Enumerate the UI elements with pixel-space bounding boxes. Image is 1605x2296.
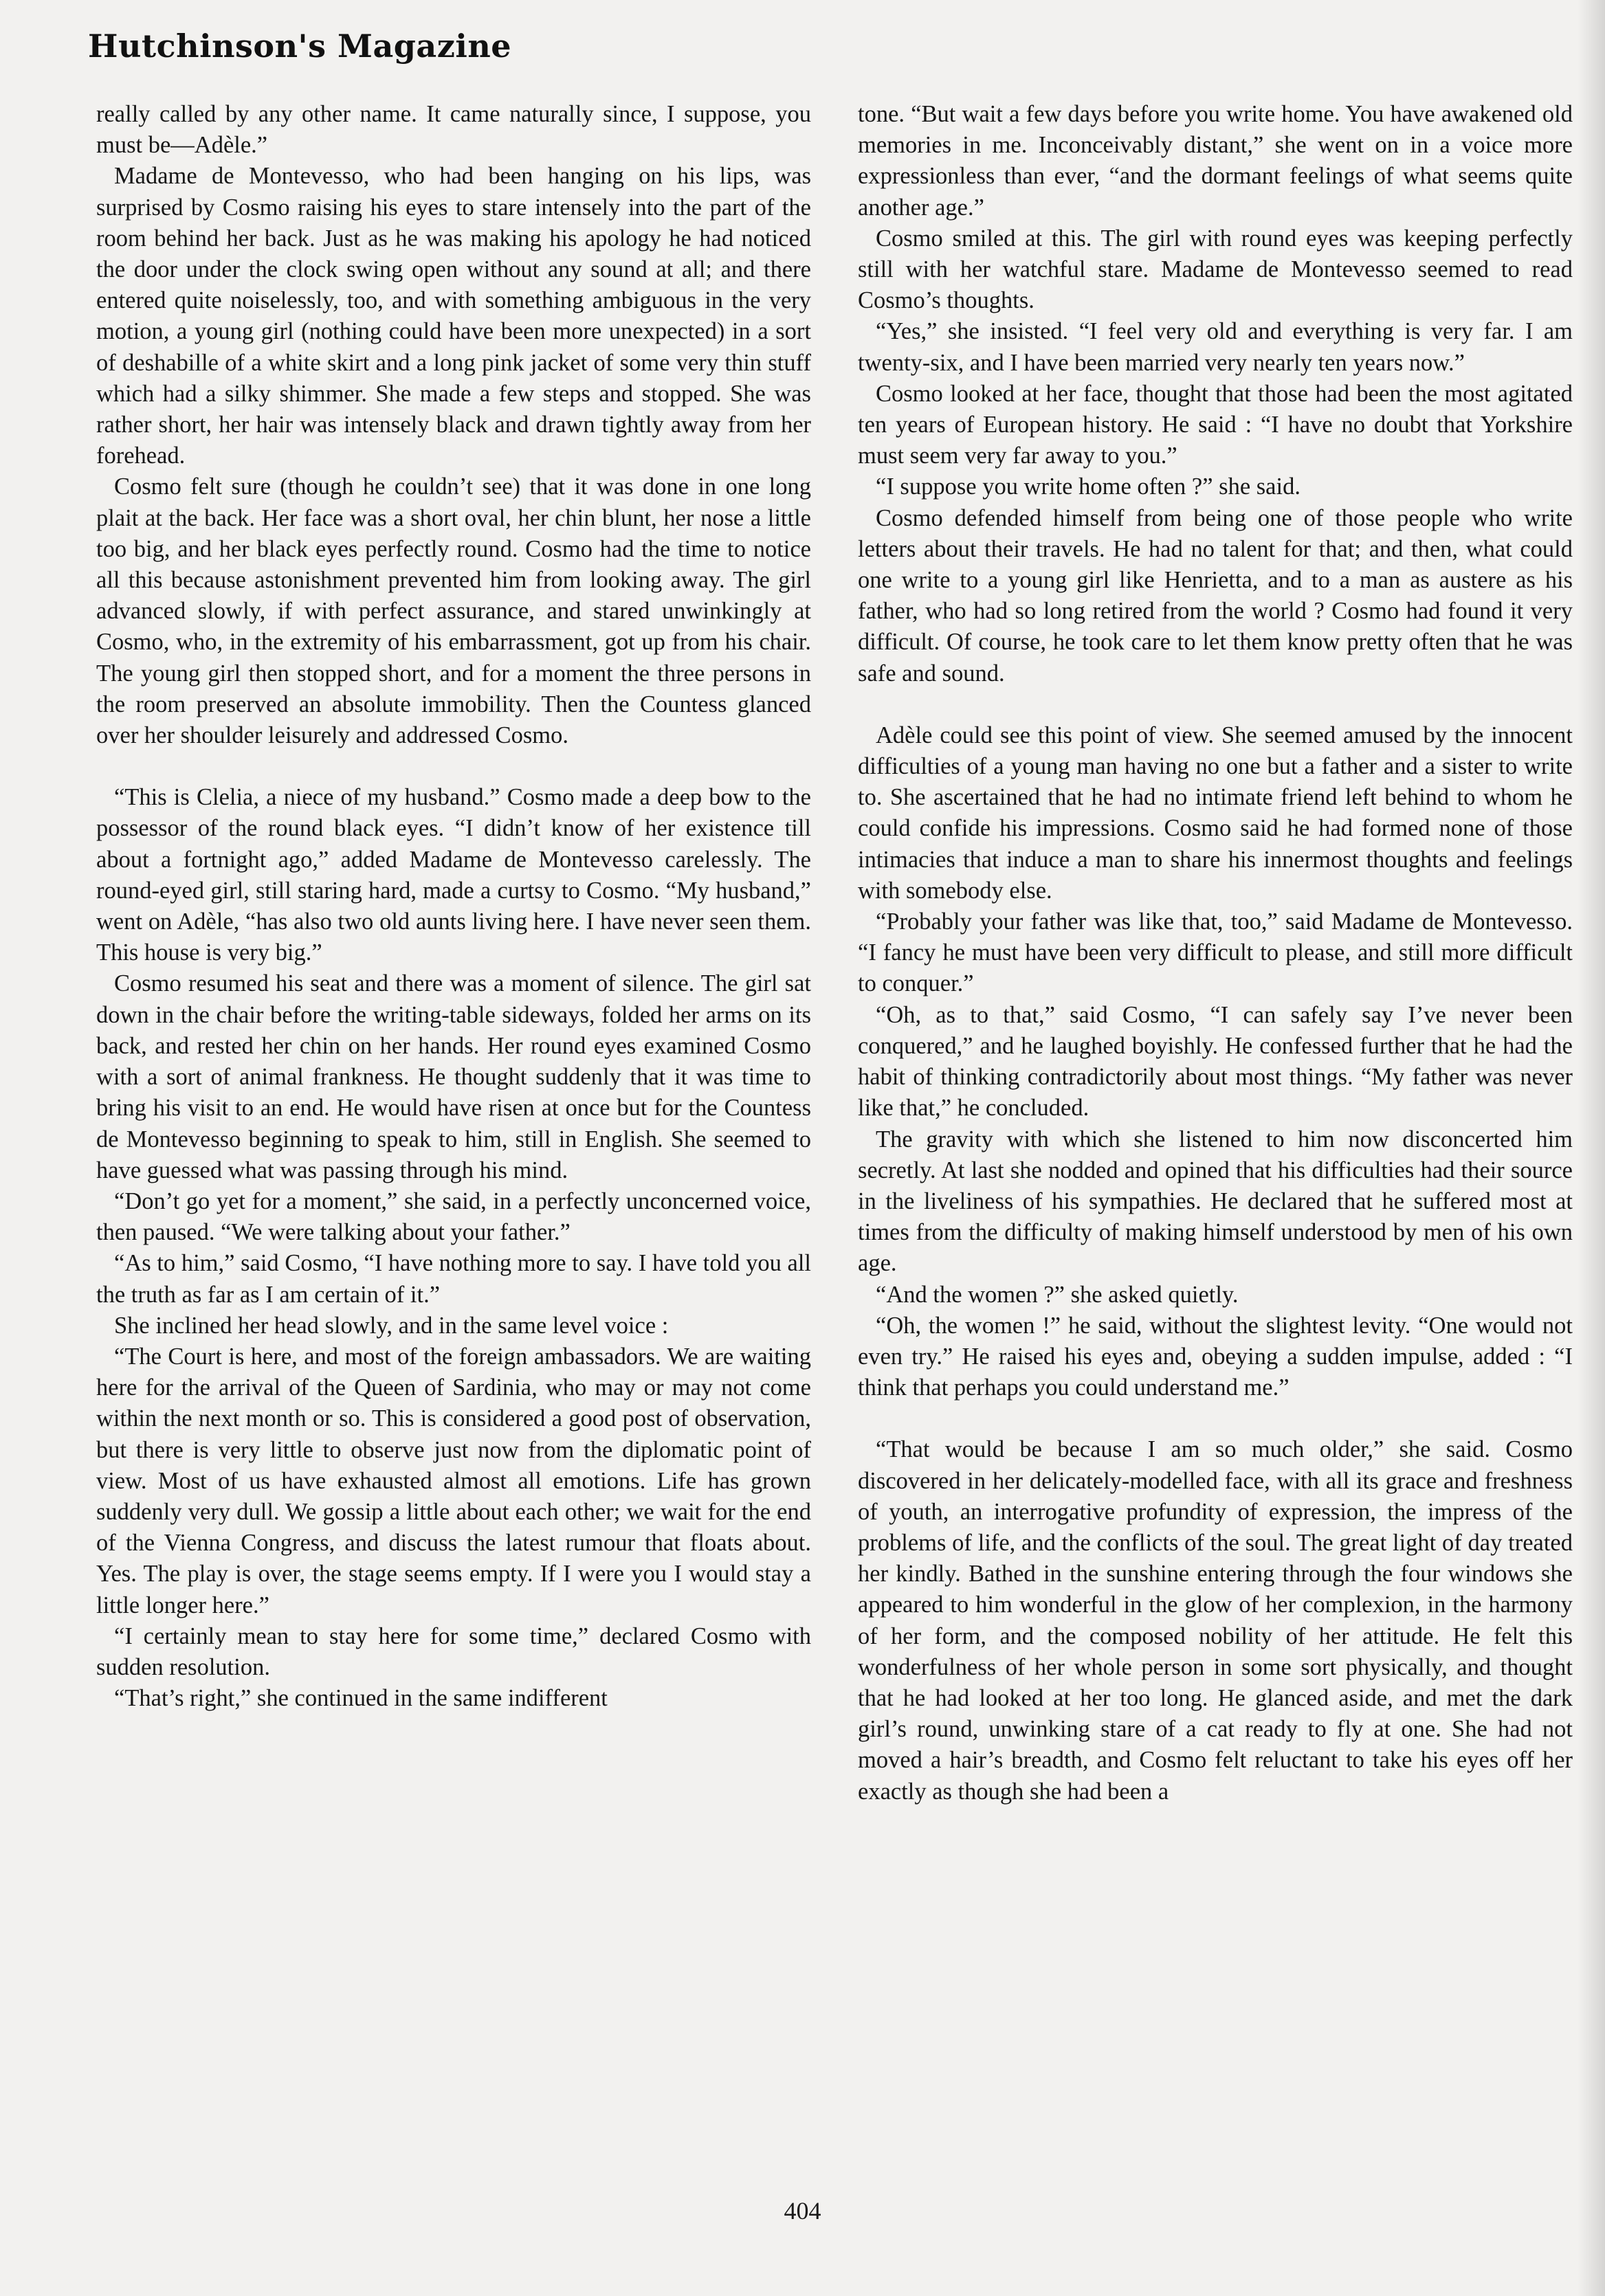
paragraph: “And the women ?” she asked quietly. [876,1281,1239,1308]
paragraph: Cosmo looked at her face, thought that those had been the most agitated ten years of European history. He said : “I have no doubt that Yorkshire must seem very far away to you.” [858,380,1573,469]
paragraph: She inclined her head slowly, and in the same level voice : [114,1312,669,1339]
paragraph: “That would be because I am so much older,” she said. Cosmo discovered in her delicately-modelled face, with all its grace and freshness of youth, an interrogative profundity of expression, the impress of the problems of life, and the conflicts of the soul. The great light of day treated her kindly. Bathed in the sunshine entering through the four windows she appeared to him wonderful in the glow of her complexion, in the harmony of her form, and the composed nobility of her attitude. He felt this wonderfulness of her whole person in some sort physically, and thought that he had looked at her too long. He glanced aside, and met the dark girl’s round, unwinking stare of a cat ready to fly at one. She had not moved a hair’s breadth, and Cosmo felt reluctant to take his eyes off her exactly as though she had been a [858,1436,1573,1805]
paragraph: Cosmo defended himself from being one of those people who write letters about their travels. He had no talent for that; and then, what could one write to a young girl like Henrietta, and to a man as austere as his father, who had so long retired from the world ? Cosmo had found it very difficult. Of course, he took care to let them know pretty often that he was safe and sound. [858,504,1573,687]
paragraph: “Probably your father was like that, too,” said Madame de Montevesso. “I fancy he must have been very difficult to please, and still more difficult to conquer.” [858,909,1573,997]
paragraph: The gravity with which she listened to him now disconcerted him secretly. At last she nodded and opined that his difficulties had their source in the liveliness of his sympathies. He declared that he suffered most at times from the difficulty of making himself understood by men of his own age. [858,1126,1573,1277]
paragraph: “This is Clelia, a niece of my husband.” Cosmo made a deep bow to the possessor of the round black eyes. “I didn’t know of her existence till about a fortnight ago,” added Madame de Montevesso carelessly. The round-eyed girl, still staring hard, made a curtsy to Cosmo. “My husband,” went on Adèle, “has also two old aunts living here. I have never seen them. This house is very big.” [96,784,811,966]
paragraph: Cosmo resumed his seat and there was a moment of silence. The girl sat down in the chair before the writing-table sideways, folded her arms on its back, and rested her chin on her hands. Her round eyes examined Cosmo with a sort of animal frankness. He thought suddenly that it was time to bring his visit to an end. He would have risen at once but for the Countess de Montevesso beginning to speak to him, still in English. She seemed to have guessed what was passing through his mind. [96,970,811,1183]
paragraph: Adèle could see this point of view. She seemed amused by the innocent difficulties of a young man having no one but a father and a sister to write to. She ascertained that he had no intimate friend left behind to whom he could confide his impressions. Cosmo said he had formed none of those intimacies that induce a man to share his innermost thoughts and feelings with somebody else. [858,722,1573,904]
page-edge-shadow [1578,0,1605,2296]
paragraph: Cosmo felt sure (though he couldn’t see) that it was done in one long plait at the back. Her face was a short oval, her chin blunt, her nose a little too big, and her black eyes perfectly round. Cosmo had the time to notice all this because astonishment prevented him from looking away. The girl advanced slowly, if with perfect assurance, and stared unwinkingly at Cosmo, who, in the extremity of his embarrassment, got up from his chair. The young girl then stopped short, and for a moment the three persons in the room preserved an absolute immobility. Then the Countess glanced over her shoulder leisurely and addressed Cosmo. [96,473,811,749]
paragraph: “Don’t go yet for a moment,” she said, in a perfectly unconcerned voice, then paused. “We were talking about your father.” [96,1188,811,1246]
page-number: 404 [784,2197,821,2225]
paragraph: “As to him,” said Cosmo, “I have nothing more to say. I have told you all the truth as far as I am certain of it.” [96,1250,811,1308]
paragraph: “That’s right,” she continued in the same indifferent [114,1685,608,1712]
right-text-column [858,99,1573,1807]
paragraph: really called by any other name. It came naturally since, I suppose, you must be—Adèle.” [96,101,811,159]
paragraph: “I suppose you write home often ?” she said. [876,473,1300,500]
magazine-title: Hutchinson's Magazine [88,27,512,65]
paragraph: “I certainly mean to stay here for some time,” declared Cosmo with sudden resolution. [96,1623,811,1680]
paragraph: Cosmo smiled at this. The girl with round eyes was keeping perfectly still with her watchful stare. Madame de Montevesso seemed to read Cosmo’s thoughts. [858,225,1573,314]
paragraph: Madame de Montevesso, who had been hanging on his lips, was surprised by Cosmo raising his eyes to stare intensely into the part of the room behind her back. Just as he was making his apology he had noticed the door under the clock swing open without any sound at all; and there entered quite noiselessly, too, and with something ambiguous in the very motion, a young girl (nothing could have been more unexpected) in a sort of deshabille of a white skirt and a long pink jacket of some very thin stuff which had a silky shimmer. She made a few steps and stopped. She was rather short, her hair was intensely black and drawn tightly away from her forehead. [96,163,811,469]
paragraph: “Oh, as to that,” said Cosmo, “I can safely say I’ve never been conquered,” and he laughed boyishly. He confessed further that he had the habit of thinking contradictorily about most things. “My father was never like that,” he concluded. [858,1001,1573,1122]
paragraph: “Yes,” she insisted. “I feel very old and everything is very far. I am twenty-six, and I have been married very nearly ten years now.” [858,318,1573,376]
paragraph: “The Court is here, and most of the foreign ambassadors. We are waiting here for the arrival of the Queen of Sardinia, who may or may not come within the next month or so. This is considered a good post of observation, but there is very little to observe just now from the diplomatic point of view. Most of us have exhausted almost all emotions. Life has grown suddenly very dull. We gossip a little about each other; we wait for the end of the Vienna Congress, and discuss the latest rumour that floats about. Yes. The play is over, the stage seems empty. If I were you I would stay a little longer here.” [96,1343,811,1618]
paragraph: “Oh, the women !” he said, without the slightest levity. “One would not even try.” He raised his eyes and, obeying a sudden impulse, added : “I think that perhaps you could understand me.” [858,1312,1573,1401]
paragraph: tone. “But wait a few days before you write home. You have awakened old memories in me. Inconceivably distant,” she went on in a voice more expressionless than ever, “and the dormant feelings of what seems quite another age.” [858,101,1573,221]
left-text-column [96,99,811,1714]
